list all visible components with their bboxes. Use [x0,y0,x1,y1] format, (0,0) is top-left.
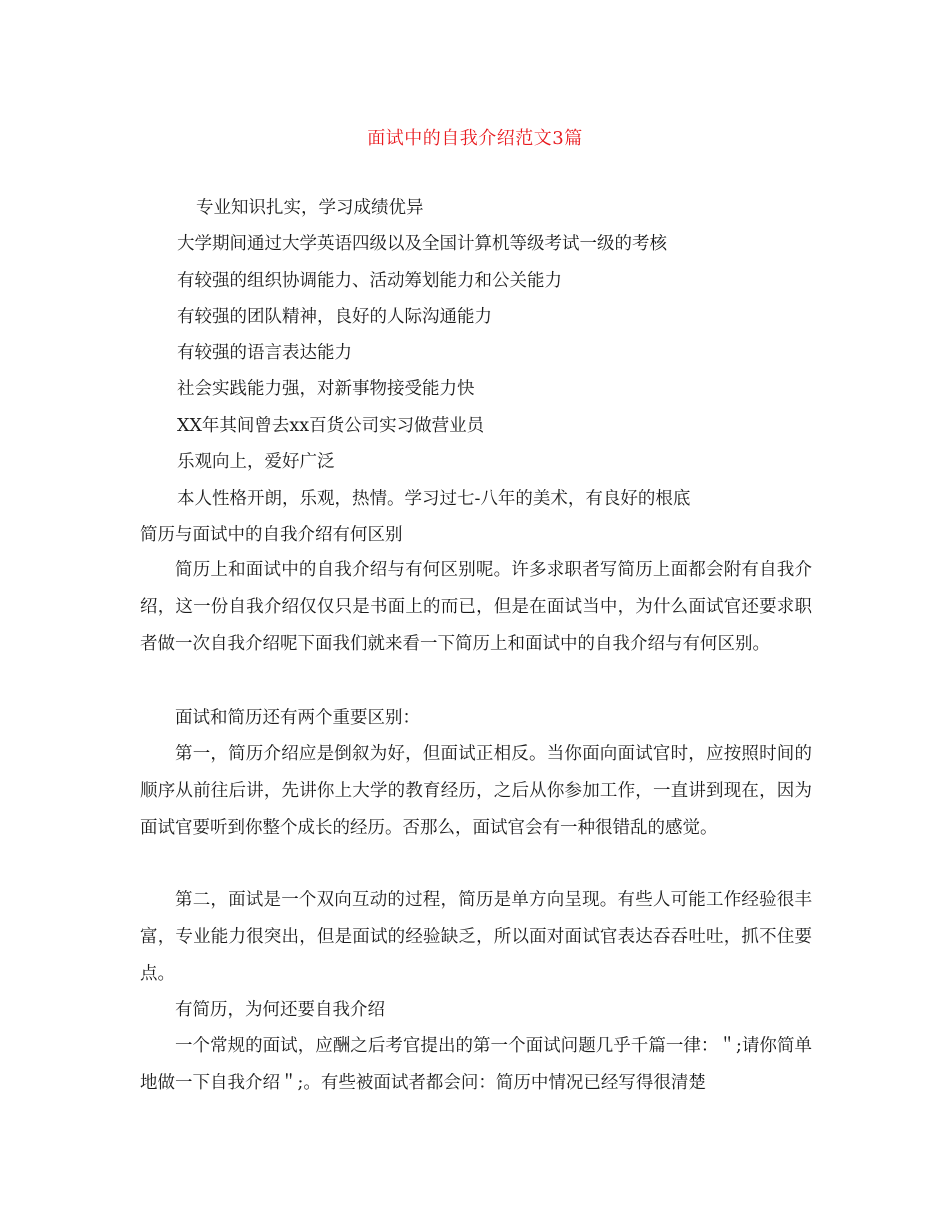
paragraph: 一个常规的面试，应酬之后考官提出的第一个面试问题几乎千篇一律：＂;请你简单地做一下自我介绍＂;。有些被面试者都会问：简历中情况已经写得很清楚 [140,1036,812,1093]
list-item: 大学期间通过大学英语四级以及全国计算机等级考试一级的考核 [177,234,667,254]
document-title: 面试中的自我介绍范文3篇 [367,128,583,149]
paragraph: 有简历，为何还要自我介绍 [175,1000,385,1020]
paragraph: 第二，面试是一个双向互动的过程，简历是单方向呈现。有些人可能工作经验很丰富，专业能力很突出，但是面试的经验缺乏，所以面对面试官表达吞吞吐吐，抓不住要点。 [140,890,812,984]
list-item: 乐观向上，爱好广泛 [177,452,335,472]
list-item: XX年其间曾去xx百货公司实习做营业员 [177,416,485,436]
section-heading: 简历与面试中的自我介绍有何区别 [140,525,403,545]
list-item: 社会实践能力强，对新事物接受能力快 [177,379,475,399]
paragraph: 简历上和面试中的自我介绍与有何区别呢。许多求职者写简历上面都会附有自我介绍，这一份自我介绍仅仅只是书面上的而已，但是在面试当中，为什么面试官还要求职者做一次自我介绍呢下面我们就来看一下简历上和面试中的自我介绍与有何区别。 [140,560,812,654]
paragraph: 第一，简历介绍应是倒叙为好，但面试正相反。当你面向面试官时，应按照时间的顺序从前往后讲，先讲你上大学的教育经历，之后从你参加工作，一直讲到现在，因为面试官要听到你整个成长的经历。否那么，面试官会有一种很错乱的感觉。 [140,744,812,838]
list-item: 专业知识扎实，学习成绩优异 [196,198,424,218]
list-item: 有较强的语言表达能力 [177,343,352,363]
list-item: 有较强的组织协调能力、活动筹划能力和公关能力 [177,271,562,291]
list-item: 本人性格开朗，乐观，热情。学习过七-八年的美术，有良好的根底 [177,489,691,509]
list-item: 有较强的团队精神，良好的人际沟通能力 [177,307,492,327]
paragraph: 面试和简历还有两个重要区别： [175,708,420,728]
